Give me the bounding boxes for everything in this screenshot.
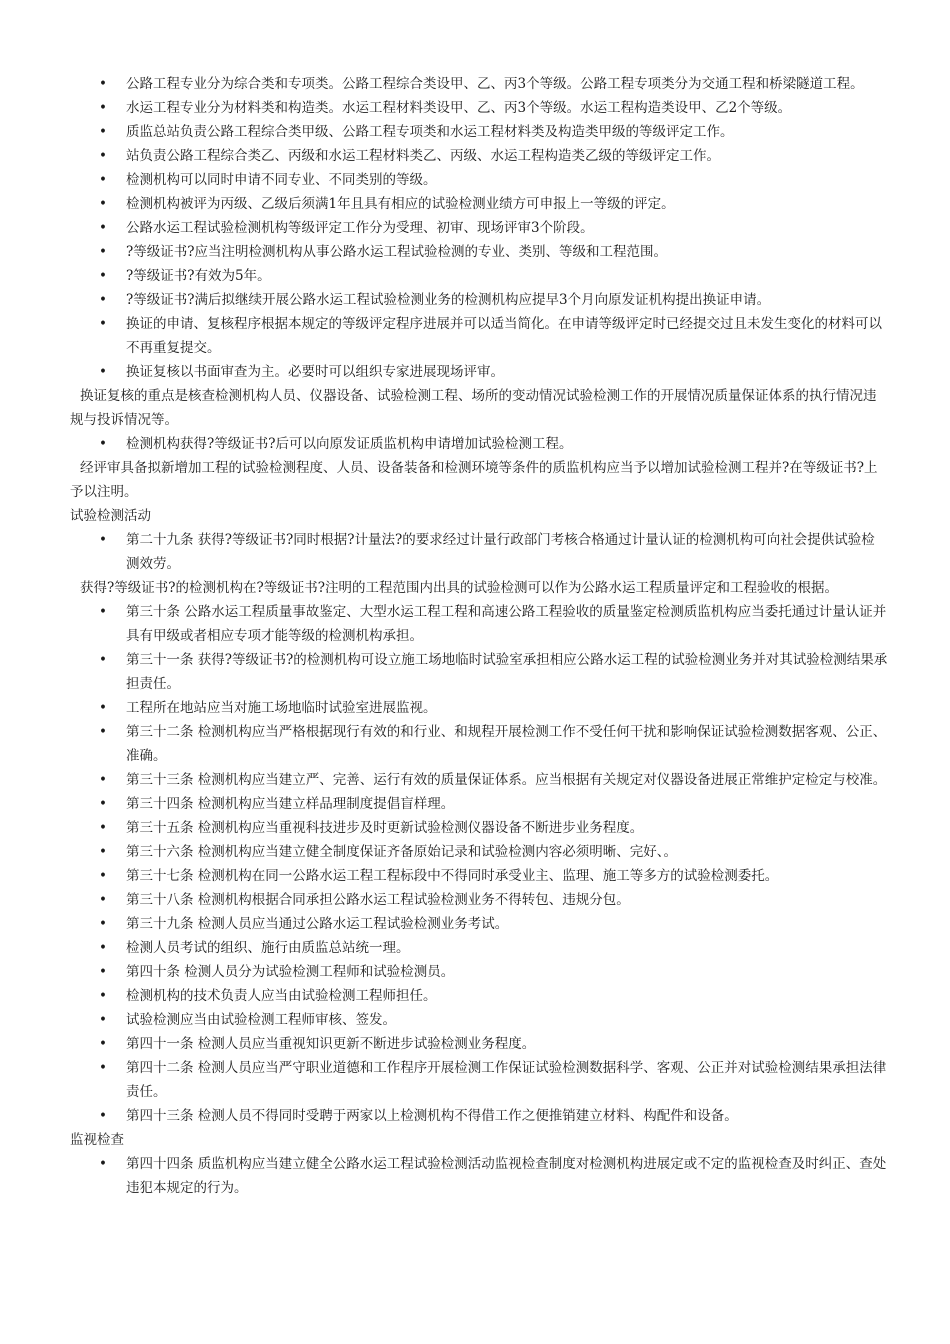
list-item-text: 检测机构的技术负责人应当由试验检测工程师担任。	[126, 988, 437, 1004]
list-item	[99, 648, 888, 696]
list-item-text: 第四十二条 检测人员应当严守职业道德和工作程序开展检测工作保证试验检测数据科学、客观、公正并对试验检测结果承担法律责任。	[126, 1060, 887, 1100]
list-item	[99, 1056, 888, 1104]
bullet-icon: •	[99, 148, 107, 164]
bullet-icon: •	[99, 964, 107, 980]
list-item-text: 检测人员考试的组织、施行由质监总站统一理。	[126, 940, 410, 956]
list-item-text: 第四十条 检测人员分为试验检测工程师和试验检测员。	[126, 964, 455, 980]
bullet-icon: •	[99, 316, 107, 332]
list-item	[99, 120, 888, 144]
list-item-text: 第三十六条 检测机构应当建立健全制度保证齐备原始记录和试验检测内容必须明晰、完好、。	[126, 844, 678, 860]
bullet-icon: •	[99, 364, 107, 380]
list-item	[99, 984, 888, 1008]
list-item-text: 第三十五条 检测机构应当重视科技进步及时更新试验检测仪器设备不断进步业务程度。	[126, 820, 644, 836]
list-item	[99, 1152, 888, 1200]
list-item	[99, 312, 888, 360]
list-item-text: 检测机构可以同时申请不同专业、不同类别的等级。	[126, 172, 437, 188]
list-item-text: 第二十九条 获得?等级证书?同时根据?计量法?的要求经过计量行政部门考核合格通过计量认证的检测机构可向社会提供试验检测效劳。	[126, 532, 875, 572]
bullet-icon: •	[99, 100, 107, 116]
list-item	[99, 600, 888, 648]
list-item-text: 试验检测应当由试验检测工程师审核、签发。	[126, 1012, 396, 1028]
list-item-text: 第三十七条 检测机构在同一公路水运工程工程标段中不得同时承受业主、监理、施工等多方的试验检测委托。	[126, 868, 779, 884]
bullet-icon: •	[99, 988, 107, 1004]
bullet-icon: •	[99, 820, 107, 836]
list-item-text: 工程所在地站应当对施工场地临时试验室进展监视。	[126, 700, 437, 716]
list-item	[99, 960, 888, 984]
paragraph: 经评审具备拟新增加工程的试验检测程度、人员、设备装备和检测环境等条件的质监机构应当予以增加试验检测工程并?在等级证书?上予以注明。	[70, 460, 878, 500]
list-item-text: 换证复核以书面审查为主。必要时可以组织专家进展现场评审。	[126, 364, 504, 380]
list-item-text: ?等级证书?应当注明检测机构从事公路水运工程试验检测的专业、类别、等级和工程范围。	[126, 244, 667, 260]
list-item-text: ?等级证书?满后拟继续开展公路水运工程试验检测业务的检测机构应提早3个月向原发证机构提出换证申请。	[126, 292, 771, 308]
list-item-text: 第三十条 公路水运工程质量事故鉴定、大型水运工程工程和高速公路工程验收的质量鉴定检测质监机构应当委托通过计量认证并具有甲级或者相应专项才能等级的检测机构承担。	[126, 604, 887, 644]
bullet-icon: •	[99, 916, 107, 932]
list-item-text: 水运工程专业分为材料类和构造类。水运工程材料类设甲、乙、丙3个等级。水运工程构造类设甲、乙2个等级。	[126, 100, 792, 116]
list-item	[99, 720, 888, 768]
list-item	[99, 936, 888, 960]
list-item	[99, 144, 888, 168]
list-item-text: 第三十八条 检测机构根据合同承担公路水运工程试验检测业务不得转包、违规分包。	[126, 892, 630, 908]
list-item-text: 公路工程专业分为综合类和专项类。公路工程综合类设甲、乙、丙3个等级。公路工程专项类分为交通工程和桥梁隧道工程。	[126, 76, 864, 92]
list-item	[99, 912, 888, 936]
bullet-icon: •	[99, 772, 107, 788]
bullet-icon: •	[99, 436, 107, 452]
list-item	[99, 864, 888, 888]
list-item	[99, 216, 888, 240]
list-item	[99, 168, 888, 192]
list-item-text: 第四十一条 检测人员应当重视知识更新不断进步试验检测业务程度。	[126, 1036, 536, 1052]
list-item-text: 第三十九条 检测人员应当通过公路水运工程试验检测业务考试。	[126, 916, 509, 932]
list-item-text: 第三十一条 获得?等级证书?的检测机构可设立施工场地临时试验室承担相应公路水运工程的试验检测业务并对其试验检测结果承担责任。	[126, 652, 888, 692]
bullet-icon: •	[99, 124, 107, 140]
list-item-text: 第四十三条 检测人员不得同时受聘于两家以上检测机构不得借工作之便推销建立材料、构配件和设备。	[126, 1108, 738, 1124]
bullet-icon: •	[99, 892, 107, 908]
section-heading: 监视检查	[70, 1132, 124, 1148]
bullet-icon: •	[99, 844, 107, 860]
list-item	[99, 1008, 888, 1032]
list-item-text: 第三十四条 检测机构应当建立样品理制度提倡盲样理。	[126, 796, 455, 812]
list-item-text: ?等级证书?有效为5年。	[126, 268, 271, 284]
list-item	[99, 696, 888, 720]
list-item	[99, 192, 888, 216]
list-item	[99, 1032, 888, 1056]
list-item	[99, 888, 888, 912]
list-item-text: 质监总站负责公路工程综合类甲级、公路工程专项类和水运工程材料类及构造类甲级的等级评定工作。	[126, 124, 734, 140]
list-item-text: 第三十二条 检测机构应当严格根据现行有效的和行业、和规程开展检测工作不受任何干扰和影响保证试验检测数据客观、公正、准确。	[126, 724, 887, 764]
bullet-icon: •	[99, 652, 107, 668]
list-item-text: 检测机构获得?等级证书?后可以向原发证质监机构申请增加试验检测工程。	[126, 436, 573, 452]
bullet-icon: •	[99, 1036, 107, 1052]
bullet-icon: •	[99, 940, 107, 956]
bullet-icon: •	[99, 1012, 107, 1028]
list-item	[99, 288, 888, 312]
bullet-icon: •	[99, 292, 107, 308]
list-item	[99, 264, 888, 288]
list-item-text: 站负责公路工程综合类乙、丙级和水运工程材料类乙、丙级、水运工程构造类乙级的等级评定工作。	[126, 148, 720, 164]
bullet-icon: •	[99, 244, 107, 260]
list-item-text: 换证的申请、复核程序根据本规定的等级评定程序进展并可以适当简化。在申请等级评定时已经提交过且未发生变化的材料可以不再重复提交。	[126, 316, 882, 356]
bullet-icon: •	[99, 724, 107, 740]
list-item-text: 第三十三条 检测机构应当建立严、完善、运行有效的质量保证体系。应当根据有关规定对仪器设备进展正常维护定检定与校准。	[126, 772, 887, 788]
list-item	[99, 432, 888, 456]
list-item	[99, 1104, 888, 1128]
bullet-icon: •	[99, 196, 107, 212]
list-item-text: 第四十四条 质监机构应当建立健全公路水运工程试验检测活动监视检查制度对检测机构进展定或不定的监视检查及时纠正、查处违犯本规定的行为。	[126, 1156, 887, 1196]
list-item-text: 检测机构被评为丙级、乙级后须满1年且具有相应的试验检测业绩方可申报上一等级的评定。	[126, 196, 675, 212]
bullet-icon: •	[99, 268, 107, 284]
list-item	[99, 528, 888, 576]
bullet-icon: •	[99, 700, 107, 716]
bullet-icon: •	[99, 604, 107, 620]
list-item	[99, 816, 888, 840]
bullet-icon: •	[99, 532, 107, 548]
bullet-icon: •	[99, 868, 107, 884]
list-item	[99, 240, 888, 264]
section-heading: 试验检测活动	[70, 508, 151, 524]
bullet-icon: •	[99, 1108, 107, 1124]
document-page	[0, 72, 950, 1200]
paragraph: 换证复核的重点是核查检测机构人员、仪器设备、试验检测工程、场所的变动情况试验检测工作的开展情况质量保证体系的执行情况违规与投诉情况等。	[70, 388, 877, 428]
list-item	[99, 360, 888, 384]
bullet-icon: •	[99, 1060, 107, 1076]
bullet-icon: •	[99, 172, 107, 188]
paragraph: 获得?等级证书?的检测机构在?等级证书?注明的工程范围内出具的试验检测可以作为公路水运工程质量评定和工程验收的根据。	[80, 580, 838, 596]
bullet-icon: •	[99, 220, 107, 236]
list-item	[99, 72, 888, 96]
bullet-icon: •	[99, 1156, 107, 1172]
bullet-icon: •	[99, 796, 107, 812]
bullet-icon: •	[99, 76, 107, 92]
list-item-text: 公路水运工程试验检测机构等级评定工作分为受理、初审、现场评审3个阶段。	[126, 220, 594, 236]
list-item	[99, 840, 888, 864]
list-item	[99, 768, 888, 792]
list-item	[99, 792, 888, 816]
list-item	[99, 96, 888, 120]
